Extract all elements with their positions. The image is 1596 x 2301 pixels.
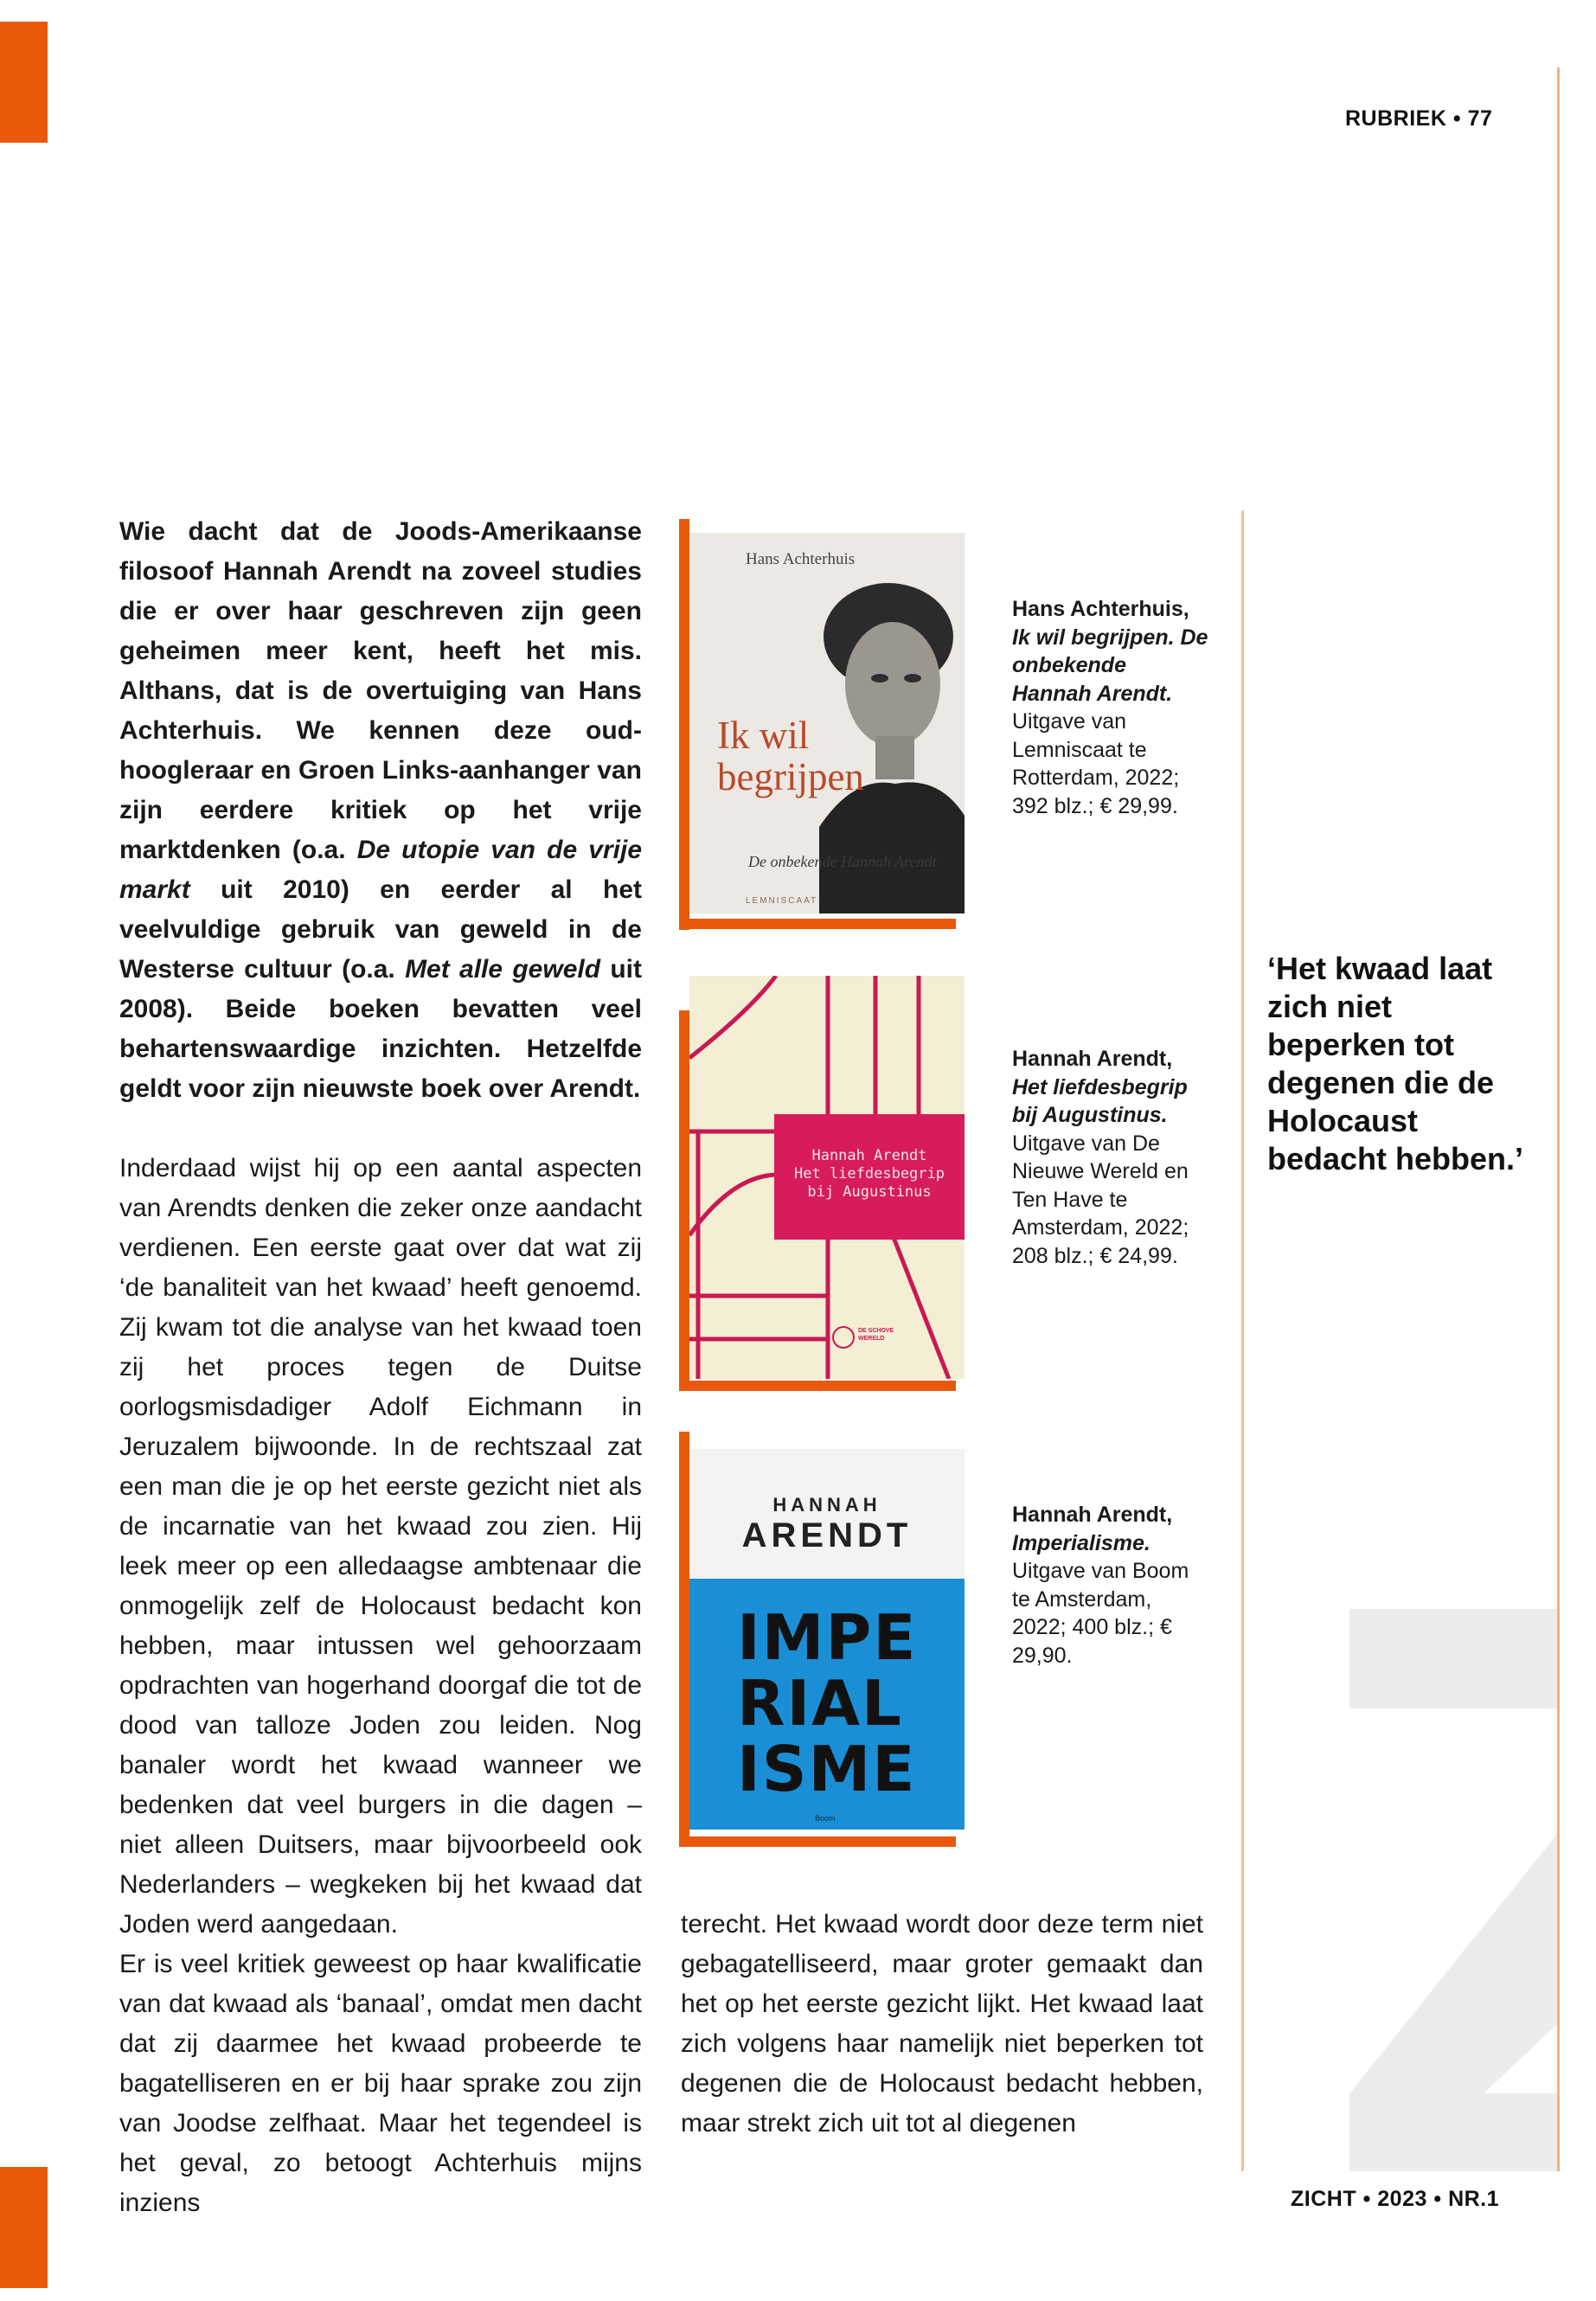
cover-publisher: DE SCHOVE WERELD <box>858 1328 894 1342</box>
cover-author: HANNAH ARENDT <box>741 1494 913 1554</box>
watermark-logo <box>1349 1609 1557 2171</box>
issue-number: NR.1 <box>1448 2187 1500 2211</box>
cover-subtitle: De onbekende Hannah Arendt <box>748 853 937 870</box>
publisher-logo-icon <box>832 1326 855 1349</box>
article-lead: Wie dacht dat de Joods-Amerikaanse filosoof Hannah Arendt na zoveel studies die er over haar geschreven zijn geen geheimen meer kent, heeft het mis. Althans, dat is de overtuiging van Hans Achterhuis. We kennen deze oud-hoogleraar en Groen Links-aanhanger van zijn eerdere kritiek op het vrije marktdenken (o.a. De utopie van de vrije markt uit 2010) en eerder al het veelvuldige gebruik van geweld in de Westerse cultuur (o.a. Met alle geweld uit 2008). Beide boeken bevatten veel behartenswaardige inzichten. Hetzelfde geldt voor zijn nieuwste boek over Arendt. <box>119 517 642 1103</box>
book-cover-ik-wil-begrijpen <box>679 519 965 930</box>
cover-publisher: LEMNISCAAT <box>746 896 818 906</box>
cover-title-block: Hannah Arendt Het liefdesbegrip bij Augustinus <box>774 1114 965 1240</box>
page-number: 77 <box>1467 106 1493 131</box>
article-paragraph: terecht. Het kwaad wordt door deze term niet gebagatelliseerd, maar groter gemaakt dan het op het eerste gezicht lijkt. Het kwaad laat zich volgens haar namelijk niet beperken tot degenen die de Holocaust bedacht hebben, maar strekt zich uit tot al diegenen <box>681 1910 1203 2138</box>
book-cover-imperialisme <box>679 1432 965 1847</box>
page-edge-tab-top <box>0 22 48 143</box>
article-paragraph: Inderdaad wijst hij op een aantal aspecten van Arendts denken die zeker onze aandacht verdienen. Een eerste gaat over dat wat zij ‘de banaliteit van het kwaad’ heeft genoemd. Zij kwam tot die analyse van het kwaad toen zij het proces tegen de Duitse oorlogsmisdadiger Adolf Eichmann in Jeruzalem bijwoonde. In de rechtszaal zat een man die je op het eerste gezicht niet als de incarnatie van het kwaad zou zien. Hij leek meer op een alledaagse ambtenaar die onmogelijk zelf de Holocaust bedacht kon hebben, maar intussen wel gehoorzaam opdrachten van hogerhand doorgaf die tot de dood van talloze Joden zou leiden. Nog banaler wordt het kwaad wanneer we bedenken dat veel burgers in die dagen – niet alleen Duitsers, maar bijvoorbeeld ook Nederlanders – wegkeken bij het kwaad dat Joden werd aangedaan. <box>119 1154 642 1939</box>
cover-title: Ik wil begrijpen <box>717 714 864 798</box>
cover-title-block: IMPE RIAL ISME Boom <box>689 1579 965 1830</box>
pull-quote: ‘Het kwaad laat zich niet beperken tot degenen die de Holocaust bedacht hebben.’ <box>1267 951 1524 1176</box>
sidebar-divider <box>1241 510 1244 2171</box>
running-foot: ZICHT • 2023 • NR.1 <box>1291 2187 1500 2211</box>
cover-author: Hans Achterhuis <box>746 550 856 568</box>
book-caption-3: Hannah Arendt, Imperialisme. Uitgave van Boom te Amsterdam, 2022; 400 blz.; € 29,90. <box>1012 1503 1189 1668</box>
section-label: RUBRIEK <box>1345 106 1447 131</box>
book-caption-1: Hans Achterhuis, Ik wil begrijpen. De onbekende Hannah Arendt. Uitgave van Lemniscaat te Rotterdam, 2022; 392 blz.; € 29,99. <box>1012 597 1208 818</box>
separator: • <box>1452 106 1462 131</box>
article-left-column <box>119 512 642 2223</box>
margin-rule <box>1557 67 1560 2171</box>
article-middle-column <box>681 1905 1203 2144</box>
cover-publisher: Boom <box>815 1814 836 1823</box>
running-head <box>1345 106 1492 131</box>
page-edge-tab-bottom <box>0 2167 48 2288</box>
issue-year: 2023 <box>1377 2187 1427 2211</box>
book-caption-2: Hannah Arendt, Het liefdesbegrip bij Augustinus. Uitgave van De Nieuwe Wereld en Ten Have te Amsterdam, 2022; 208 blz.; € 24,99. <box>1012 1047 1189 1268</box>
article-paragraph: Er is veel kritiek geweest op haar kwalificatie van dat kwaad als ‘banaal’, omdat men dacht dat zij daarmee het kwaad probeerde te bagatelliseren en er bij haar sprake zou zijn van Joodse zelfhaat. Maar het tegendeel is het geval, zo betoogt Achterhuis mijns inziens <box>119 1950 642 2217</box>
magazine-name: ZICHT <box>1291 2187 1357 2211</box>
book-cover-liefdesbegrip <box>679 976 965 1391</box>
